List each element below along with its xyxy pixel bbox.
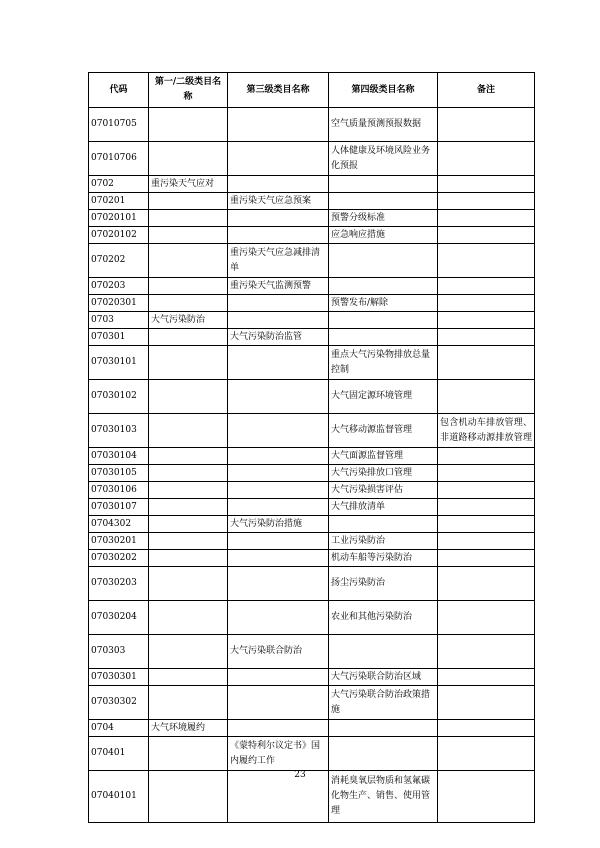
cell-note — [438, 278, 535, 295]
cell-note — [438, 567, 535, 601]
cell-level-3 — [228, 312, 329, 329]
cell-level-3 — [228, 448, 329, 465]
cell-level-4 — [329, 329, 438, 346]
cell-level-1-2 — [149, 567, 228, 601]
cell-note — [438, 482, 535, 499]
cell-level-3 — [228, 210, 329, 227]
cell-level-4 — [329, 516, 438, 533]
cell-code: 0703 — [89, 312, 149, 329]
cell-level-4: 农业和其他污染防治 — [329, 601, 438, 635]
cell-note — [438, 193, 535, 210]
table-row — [89, 635, 535, 669]
table-row — [89, 567, 535, 601]
cell-note — [438, 176, 535, 193]
table-row — [89, 737, 535, 771]
cell-note — [438, 295, 535, 312]
cell-note — [438, 601, 535, 635]
page-number: 23 — [294, 770, 306, 780]
cell-level-4: 应急响应措施 — [329, 227, 438, 244]
cell-code: 07030201 — [89, 533, 149, 550]
cell-level-1-2 — [149, 550, 228, 567]
cell-level-4: 人体健康及环境风险业务化预报 — [329, 142, 438, 176]
cell-level-4: 消耗臭氧层物质和氢氟碳化物生产、销售、使用管理 — [329, 771, 438, 823]
cell-level-3 — [228, 669, 329, 686]
cell-note — [438, 346, 535, 380]
cell-code: 07030107 — [89, 499, 149, 516]
cell-note — [438, 244, 535, 278]
cell-level-1-2 — [149, 414, 228, 448]
cell-note — [438, 686, 535, 720]
cell-code: 07030203 — [89, 567, 149, 601]
cell-code: 070201 — [89, 193, 149, 210]
cell-level-4: 大气固定源环境管理 — [329, 380, 438, 414]
cell-level-3 — [228, 533, 329, 550]
cell-note — [438, 720, 535, 737]
cell-level-4: 大气面源监督管理 — [329, 448, 438, 465]
table-row — [89, 448, 535, 465]
cell-level-1-2: 重污染天气应对 — [149, 176, 228, 193]
cell-level-3: 大气污染联合防治 — [228, 635, 329, 669]
cell-note — [438, 312, 535, 329]
cell-level-1-2 — [149, 227, 228, 244]
header-code: 代码 — [89, 73, 149, 108]
cell-code: 070202 — [89, 244, 149, 278]
cell-note — [438, 227, 535, 244]
cell-level-4 — [329, 737, 438, 771]
cell-note — [438, 499, 535, 516]
cell-level-1-2 — [149, 465, 228, 482]
cell-level-3: 重污染天气监测预警 — [228, 278, 329, 295]
cell-level-4: 预警发布/解除 — [329, 295, 438, 312]
cell-level-1-2 — [149, 295, 228, 312]
table-row — [89, 669, 535, 686]
table-row — [89, 516, 535, 533]
cell-note — [438, 516, 535, 533]
table-row — [89, 601, 535, 635]
cell-level-1-2 — [149, 635, 228, 669]
cell-code: 07010705 — [89, 108, 149, 142]
table-row — [89, 193, 535, 210]
table-row — [89, 312, 535, 329]
table-header-row — [89, 73, 535, 108]
cell-note — [438, 380, 535, 414]
cell-level-1-2 — [149, 210, 228, 227]
cell-note — [438, 108, 535, 142]
cell-level-3 — [228, 686, 329, 720]
cell-level-4: 大气污染损害评估 — [329, 482, 438, 499]
cell-code: 07030302 — [89, 686, 149, 720]
cell-code: 07040101 — [89, 771, 149, 823]
cell-level-4 — [329, 176, 438, 193]
table-row — [89, 108, 535, 142]
cell-note — [438, 448, 535, 465]
cell-level-1-2 — [149, 669, 228, 686]
table-row — [89, 686, 535, 720]
table-row — [89, 533, 535, 550]
cell-note — [438, 550, 535, 567]
cell-level-4 — [329, 635, 438, 669]
cell-level-3 — [228, 601, 329, 635]
cell-level-3: 《蒙特利尔议定书》国内履约工作 — [228, 737, 329, 771]
cell-level-3 — [228, 465, 329, 482]
cell-level-1-2 — [149, 244, 228, 278]
table-row — [89, 244, 535, 278]
cell-code: 07030102 — [89, 380, 149, 414]
cell-level-3 — [228, 380, 329, 414]
cell-note — [438, 465, 535, 482]
cell-level-3: 大气污染防治监管 — [228, 329, 329, 346]
category-table — [88, 72, 535, 823]
table-row — [89, 295, 535, 312]
cell-level-3: 重污染天气应急预案 — [228, 193, 329, 210]
header-level-4: 第四级类目名称 — [329, 73, 438, 108]
cell-level-3 — [228, 346, 329, 380]
cell-level-1-2: 大气污染防治 — [149, 312, 228, 329]
header-level-1-2: 第一/二级类目名称 — [149, 73, 228, 108]
cell-code: 0704 — [89, 720, 149, 737]
cell-note — [438, 669, 535, 686]
table-row — [89, 380, 535, 414]
cell-level-3 — [228, 482, 329, 499]
cell-level-3: 重污染天气应急减排清单 — [228, 244, 329, 278]
table-row — [89, 482, 535, 499]
cell-code: 07030204 — [89, 601, 149, 635]
table-row — [89, 142, 535, 176]
cell-level-3 — [228, 142, 329, 176]
cell-level-3 — [228, 550, 329, 567]
cell-code: 07030105 — [89, 465, 149, 482]
cell-note — [438, 635, 535, 669]
cell-level-4: 大气移动源监督管理 — [329, 414, 438, 448]
cell-code: 070303 — [89, 635, 149, 669]
cell-level-4: 大气污染排放口管理 — [329, 465, 438, 482]
cell-code: 0704302 — [89, 516, 149, 533]
cell-level-1-2: 大气环境履约 — [149, 720, 228, 737]
cell-level-4: 空气质量预测预报数据 — [329, 108, 438, 142]
cell-note — [438, 737, 535, 771]
cell-code: 070401 — [89, 737, 149, 771]
cell-level-3 — [228, 567, 329, 601]
cell-level-1-2 — [149, 499, 228, 516]
cell-level-1-2 — [149, 737, 228, 771]
cell-level-4: 工业污染防治 — [329, 533, 438, 550]
table-row — [89, 550, 535, 567]
table-row — [89, 278, 535, 295]
cell-level-4: 大气污染联合防治区域 — [329, 669, 438, 686]
cell-level-1-2 — [149, 142, 228, 176]
cell-level-1-2 — [149, 278, 228, 295]
cell-level-3 — [228, 414, 329, 448]
table-row — [89, 465, 535, 482]
cell-note — [438, 142, 535, 176]
cell-level-3 — [228, 108, 329, 142]
cell-level-3: 大气污染防治措施 — [228, 516, 329, 533]
cell-code: 07030301 — [89, 669, 149, 686]
cell-level-3 — [228, 295, 329, 312]
table-row — [89, 176, 535, 193]
cell-code: 07030104 — [89, 448, 149, 465]
header-note: 备注 — [438, 73, 535, 108]
cell-code: 07030202 — [89, 550, 149, 567]
table-row — [89, 329, 535, 346]
table-row — [89, 210, 535, 227]
cell-level-1-2 — [149, 533, 228, 550]
cell-level-4 — [329, 312, 438, 329]
cell-code: 07030101 — [89, 346, 149, 380]
cell-code: 07030106 — [89, 482, 149, 499]
table-row — [89, 499, 535, 516]
cell-note — [438, 533, 535, 550]
cell-level-3 — [228, 499, 329, 516]
cell-note — [438, 210, 535, 227]
cell-level-1-2 — [149, 686, 228, 720]
header-level-3: 第三级类目名称 — [228, 73, 329, 108]
cell-code: 07030103 — [89, 414, 149, 448]
cell-level-3 — [228, 176, 329, 193]
cell-level-1-2 — [149, 329, 228, 346]
cell-level-4 — [329, 720, 438, 737]
cell-code: 0702 — [89, 176, 149, 193]
cell-level-4: 预警分级标准 — [329, 210, 438, 227]
cell-level-4: 大气污染联合防治政策措施 — [329, 686, 438, 720]
cell-level-1-2 — [149, 601, 228, 635]
table-row — [89, 414, 535, 448]
cell-code: 07020301 — [89, 295, 149, 312]
cell-level-1-2 — [149, 482, 228, 499]
cell-code: 07020102 — [89, 227, 149, 244]
cell-level-4: 大气排放清单 — [329, 499, 438, 516]
cell-code: 07020101 — [89, 210, 149, 227]
cell-level-1-2 — [149, 346, 228, 380]
cell-level-3 — [228, 720, 329, 737]
cell-level-1-2 — [149, 448, 228, 465]
cell-level-4: 重点大气污染物排放总量控制 — [329, 346, 438, 380]
cell-level-1-2 — [149, 193, 228, 210]
table-row — [89, 227, 535, 244]
table-body — [89, 108, 535, 823]
cell-level-4: 扬尘污染防治 — [329, 567, 438, 601]
cell-level-4 — [329, 244, 438, 278]
cell-code: 070301 — [89, 329, 149, 346]
cell-level-4 — [329, 278, 438, 295]
cell-level-4: 机动车船等污染防治 — [329, 550, 438, 567]
cell-level-4 — [329, 193, 438, 210]
cell-code: 070203 — [89, 278, 149, 295]
table-row — [89, 346, 535, 380]
cell-level-3 — [228, 227, 329, 244]
cell-code: 07010706 — [89, 142, 149, 176]
cell-level-1-2 — [149, 108, 228, 142]
cell-level-1-2 — [149, 380, 228, 414]
cell-level-1-2 — [149, 516, 228, 533]
cell-note: 包含机动车排放管理、非道路移动源排放管理 — [438, 414, 535, 448]
table-row — [89, 720, 535, 737]
cell-note — [438, 329, 535, 346]
